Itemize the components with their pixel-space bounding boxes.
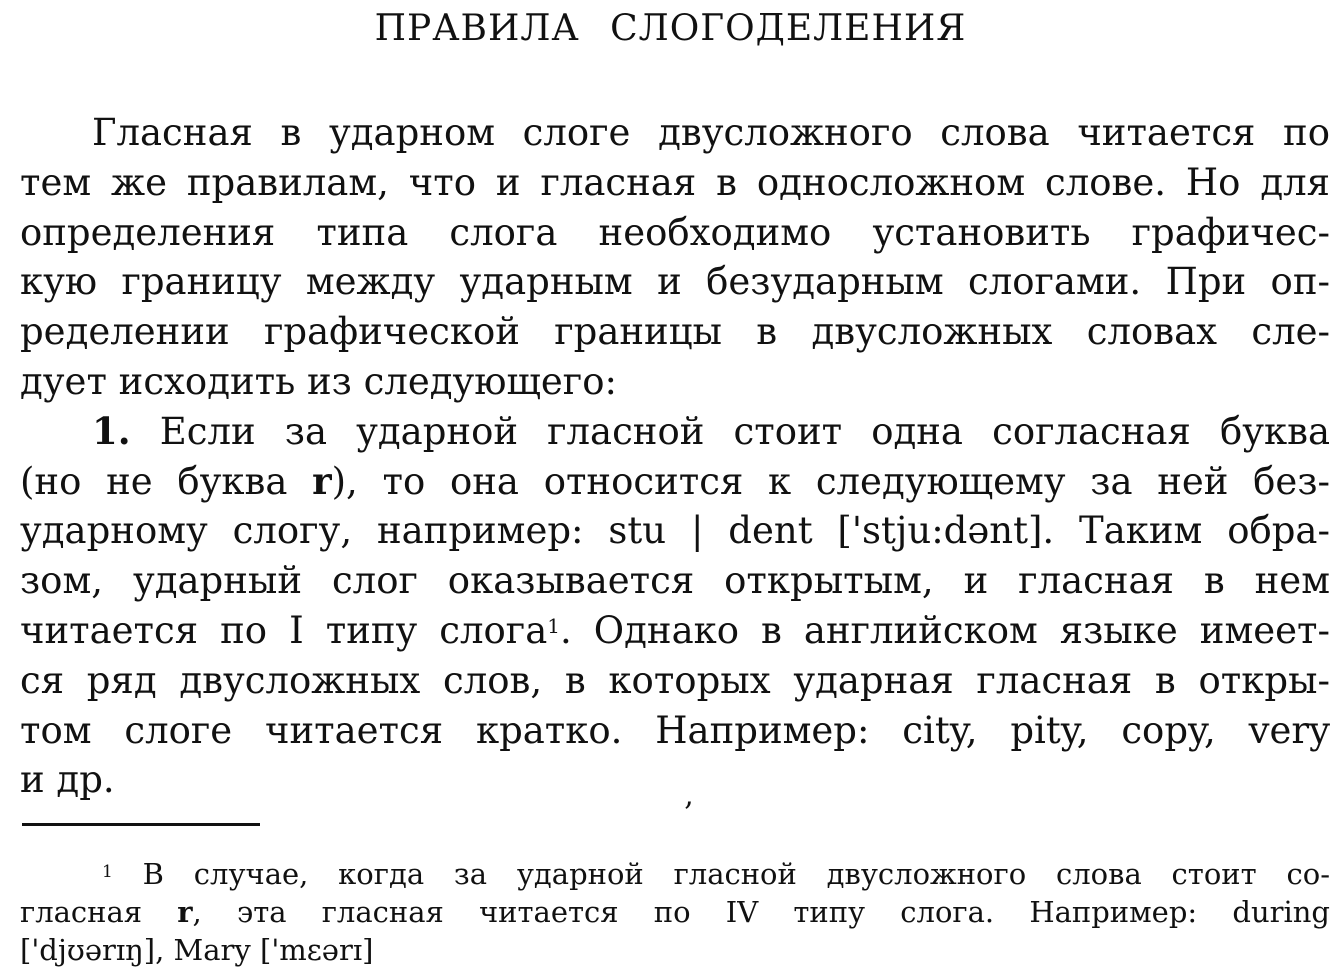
rule-line <box>20 606 1330 656</box>
rule-text: (но не буква <box>20 459 313 503</box>
stray-mark: ‚ <box>684 778 694 813</box>
footnote-number: 1 <box>102 862 113 882</box>
footnote-line: ['djʊərɪŋ], Mary ['mɛərɪ] <box>20 933 374 967</box>
rule-line <box>20 457 1330 507</box>
rule-line: ударному слогу, например: stu | dent ['stju:dənt]. Таким обра- <box>20 509 1330 553</box>
rule-text: ), то она относится к следующему за ней без- <box>331 459 1330 503</box>
footnote-text: В случае, когда за ударной гласной двусложного слова стоит со- <box>112 857 1330 891</box>
letter-r: r <box>312 458 332 503</box>
rule-text: Если за ударной гласной стоит одна согласная буква <box>159 409 1331 453</box>
paragraph-line: ределении графической границы в двусложных словах сле- <box>20 310 1330 354</box>
footnote-ref: 1 <box>547 613 560 638</box>
rule-text: читается по I типу слога <box>20 608 548 652</box>
rule-text: . Однако в английском языке имеет- <box>560 608 1331 652</box>
rule-number: 1. <box>92 408 131 453</box>
paragraph-line: Гласная в ударном слоге двусложного слова читается по <box>92 111 1330 154</box>
rule-line: том слоге читается кратко. Например: city, pity, copy, very <box>20 708 1330 752</box>
letter-r: r <box>177 895 193 929</box>
rule-line: ся ряд двусложных слов, в которых ударная гласная в откры- <box>20 658 1330 702</box>
paragraph-line: определения типа слога необходимо установить графичес- <box>20 210 1330 254</box>
rule-line <box>20 407 1330 457</box>
page-title: ПРАВИЛА СЛОГОДЕЛЕНИЯ <box>374 8 967 49</box>
footnote <box>20 855 1330 969</box>
paragraph-line: тем же правилам, что и гласная в односложном слове. Но для <box>20 160 1330 204</box>
footnote-divider <box>22 823 260 826</box>
footnote-text: , эта гласная читается по IV типу слога. Например: during <box>192 895 1330 929</box>
footnote-text: гласная <box>20 895 178 929</box>
rule-line: зом, ударный слог оказывается открытым, и гласная в нем <box>20 559 1330 603</box>
rule-line: и др. <box>20 758 115 802</box>
paragraph-line: кую границу между ударным и безударным слогами. При оп- <box>20 260 1330 304</box>
paragraph-line: дует исходить из следующего: <box>20 359 617 403</box>
main-text <box>20 108 1330 805</box>
footnote-line <box>20 855 1330 893</box>
footnote-line <box>20 893 1330 931</box>
